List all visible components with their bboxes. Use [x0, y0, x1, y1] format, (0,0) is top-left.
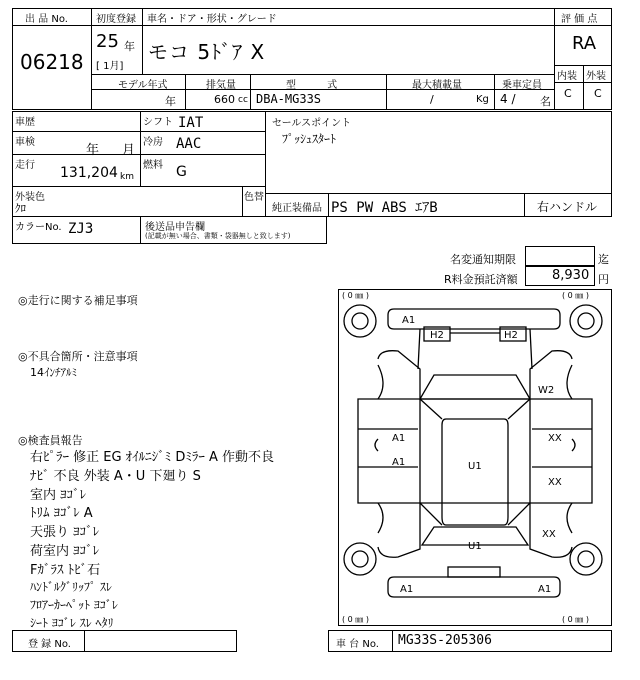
- inspector-line: 右ﾋﾟﾗｰ 修正 EG ｵｲﾙﾆｼﾞﾐ Dﾐﾗｰ A 作動不良: [30, 450, 274, 465]
- max-load-slash: /: [430, 93, 434, 106]
- damage-mark: U1: [468, 461, 482, 472]
- tire-rear-right: [570, 543, 602, 575]
- reg-no-label: 登 録 No.: [28, 639, 71, 650]
- ac-value: AAC: [176, 136, 202, 152]
- equipment-label: 純正装備品: [272, 203, 322, 214]
- fuel-value: G: [176, 164, 187, 180]
- color-box: [12, 186, 266, 217]
- inspection-year: 年: [86, 143, 100, 158]
- chassis-number: MG33S-205306: [398, 633, 492, 648]
- roof: [442, 419, 508, 525]
- left-side: [378, 351, 420, 558]
- sales-point-label: セールスポイント: [272, 118, 352, 129]
- max-load-label: 最大積載量: [412, 80, 462, 91]
- ext-color-value: ｸﾛ: [15, 202, 26, 215]
- tire-front-left: [344, 305, 376, 337]
- name-change-box: [525, 246, 595, 266]
- equipment-value: PS PW ABS ｴｱB: [331, 200, 438, 216]
- inspector-line: ﾄﾘﾑ ﾖｺﾞﾚ A: [30, 506, 93, 521]
- capacity-label: 乗車定員: [502, 80, 542, 91]
- inspector-line: ﾊﾝﾄﾞﾙｸﾞﾘｯﾌﾟ ｽﾚ: [30, 580, 112, 594]
- score-label: 評 価 点: [561, 14, 598, 25]
- lot-number-label: 出 品 No.: [25, 14, 68, 25]
- inspector-line: ﾌﾛｱｰｶｰﾍﾟｯﾄ ﾖｺﾞﾚ: [30, 598, 118, 612]
- damage-mark: W2: [538, 385, 555, 396]
- model-year-unit: 年: [165, 95, 176, 108]
- inspection-month: 月: [122, 143, 136, 158]
- interior-grade: C: [564, 87, 572, 100]
- docs-note: (記載が無い場合、書類・袋器無しと致します): [145, 232, 291, 240]
- steering-value: 右ハンドル: [537, 200, 598, 214]
- inspection-label: 車検: [15, 137, 35, 148]
- rear-bumper: [388, 577, 560, 597]
- inspector-line: ｼｰﾄ ﾖｺﾞﾚ ｽﾚ ﾍﾀﾘ: [30, 616, 114, 630]
- damage-mark: A1: [402, 315, 416, 326]
- displacement-unit: cc: [238, 95, 248, 105]
- reg-month: [ 1月]: [96, 61, 124, 72]
- tire-depth-top-left: ( 0 ㎜ ): [342, 291, 369, 300]
- type-value: DBA-MG33S: [256, 92, 322, 106]
- displacement-value: 660: [214, 93, 235, 106]
- damage-mark: XX: [542, 529, 556, 540]
- max-load-unit: Kg: [476, 94, 489, 105]
- car-diagram: [338, 289, 612, 626]
- defects-label: ◎不具合箇所・注意事項: [18, 350, 138, 363]
- license-plate: [448, 567, 500, 577]
- recycle-unit: 円: [598, 273, 609, 286]
- mileage-value: 131,204: [60, 165, 118, 181]
- type-label: 型 式: [286, 80, 352, 91]
- mileage-unit: km: [120, 172, 134, 182]
- inspector-line: ﾅﾋﾞ 不良 外装 A・U 下廻り S: [30, 469, 201, 484]
- defects-text: 14ｲﾝﾁｱﾙﾐ: [30, 366, 77, 379]
- driving-notes-label: ◎走行に関する補足事項: [18, 294, 138, 307]
- history-label: 車歴: [15, 117, 35, 128]
- inspector-line: 荷室内 ﾖｺﾞﾚ: [30, 544, 100, 559]
- damage-mark: A1: [538, 584, 552, 595]
- shift-label: シフト: [143, 117, 173, 128]
- fuel-label: 燃料: [143, 160, 163, 171]
- docs-label: 後送品申告欄: [145, 222, 205, 233]
- tire-front-right: [570, 305, 602, 337]
- color-no-value: ZJ3: [68, 221, 94, 237]
- displacement-label: 排気量: [206, 80, 236, 91]
- damage-mark: H2: [504, 330, 518, 341]
- damage-mark: A1: [392, 457, 406, 468]
- damage-mark: H2: [430, 330, 444, 341]
- color-change-label: 色替: [244, 192, 264, 203]
- first-reg-label: 初度登録: [96, 14, 136, 25]
- damage-mark: A1: [392, 433, 406, 444]
- interior-label: 内装: [557, 71, 577, 82]
- tire-depth-bottom-left: ( 0 ㎜ ): [342, 615, 369, 624]
- damage-mark: XX: [548, 433, 562, 444]
- name-change-label: 名変通知期限: [450, 253, 516, 266]
- car-name: モコ 5ﾄﾞｱ X: [148, 40, 266, 64]
- windshield: [420, 375, 530, 399]
- car-diagram-box: [338, 289, 612, 626]
- score-value: RA: [572, 33, 597, 54]
- capacity-value: 4 /: [500, 92, 516, 106]
- model-year-label: モデル年式: [118, 80, 168, 91]
- recycle-label: R料金預託済額: [444, 273, 518, 286]
- damage-mark: XX: [548, 477, 562, 488]
- capacity-unit: 名: [540, 95, 551, 108]
- shift-value: IAT: [178, 115, 204, 131]
- inspector-label: ◎検査員報告: [18, 434, 83, 447]
- sales-point-value: ﾌﾟｯｼｭｽﾀｰﾄ: [282, 132, 337, 146]
- exterior-label: 外装: [586, 71, 606, 82]
- details-box: [12, 111, 266, 187]
- ext-color-label: 外装色: [15, 192, 45, 203]
- damage-mark: U1: [468, 541, 482, 552]
- tire-depth-top-right: ( 0 ㎜ ): [562, 291, 589, 300]
- exterior-grade: C: [594, 87, 602, 100]
- reg-year: 25: [96, 31, 119, 52]
- tire-depth-bottom-right: ( 0 ㎜ ): [562, 615, 589, 624]
- reg-year-unit: 年: [124, 40, 135, 53]
- car-name-label: 車名・ドア・形状・グレード: [147, 14, 277, 25]
- color-no-label: カラーNo.: [15, 222, 62, 233]
- inspector-line: 室内 ﾖｺﾞﾚ: [30, 488, 87, 503]
- damage-mark: A1: [400, 584, 414, 595]
- name-change-unit: 迄: [598, 253, 609, 266]
- recycle-value: 8,930: [552, 268, 590, 283]
- chassis-label: 車 台 No.: [336, 639, 379, 650]
- ac-label: 冷房: [143, 137, 163, 148]
- inspector-line: Fｶﾞﾗｽ ﾄﾋﾞ石: [30, 563, 101, 578]
- right-side: [530, 351, 572, 558]
- lot-number: 06218: [20, 50, 84, 74]
- tire-rear-left: [344, 543, 376, 575]
- inspector-line: 天張り ﾖｺﾞﾚ: [30, 525, 100, 540]
- mileage-label: 走行: [15, 160, 35, 171]
